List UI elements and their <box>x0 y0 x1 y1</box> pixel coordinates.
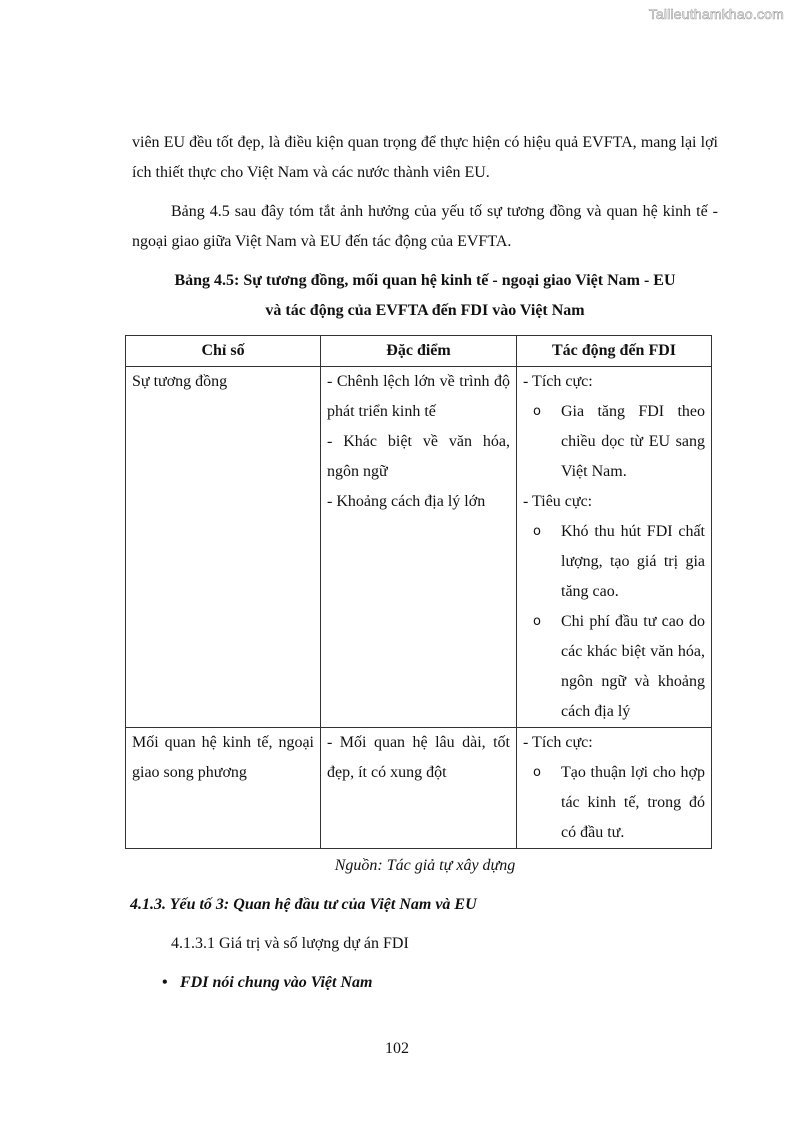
header-features: Đặc điểm <box>321 336 517 367</box>
table-caption <box>132 266 718 326</box>
impact-item <box>523 758 705 848</box>
impact-item <box>523 397 705 487</box>
table-row <box>126 367 712 728</box>
comparison-table <box>125 335 712 849</box>
header-indicator: Chỉ số <box>126 336 321 367</box>
feature-item: - Khác biệt về văn hóa, ngôn ngữ <box>327 433 510 480</box>
section-heading: 4.1.3. Yếu tố 3: Quan hệ đầu tư của Việt Nam và EU <box>130 896 477 913</box>
paragraph-table-intro: Bảng 4.5 sau đây tóm tắt ảnh hưởng của yếu tố sự tương đồng và quan hệ kinh tế - ngoại giao giữa Việt Nam và EU đến tác động của EVFTA. <box>132 203 718 250</box>
circle-bullet-icon: o <box>533 614 541 629</box>
cell-indicator: Sự tương đồng <box>126 367 321 728</box>
bullet-heading-text: FDI nói chung vào Việt Nam <box>180 974 373 991</box>
impact-item <box>523 517 705 607</box>
impact-positive-label: - Tích cực: <box>523 734 593 751</box>
table-source-note: Nguồn: Tác giả tự xây dựng <box>334 857 516 874</box>
bullet-heading <box>162 968 718 998</box>
feature-item: - Mối quan hệ lâu dài, tốt đẹp, ít có xung đột <box>327 734 510 781</box>
page-number: 102 <box>385 1040 409 1057</box>
impact-item-text: Gia tăng FDI theo chiều dọc từ EU sang Việt Nam. <box>561 403 705 480</box>
subsection-heading: 4.1.3.1 Giá trị và số lượng dự án FDI <box>171 935 409 952</box>
feature-item: - Khoảng cách địa lý lớn <box>327 493 486 510</box>
cell-features <box>321 728 517 849</box>
paragraph-continuation: viên EU đều tốt đẹp, là điều kiện quan trọng để thực hiện có hiệu quả EVFTA, mang lại lợi ích thiết thực cho Việt Nam và các nước thành viên EU. <box>132 134 718 181</box>
table-caption-line-2: và tác động của EVFTA đến FDI vào Việt Nam <box>265 302 585 319</box>
cell-fdi-impact <box>517 367 712 728</box>
table-header-row <box>126 336 712 367</box>
cell-features <box>321 367 517 728</box>
cell-fdi-impact <box>517 728 712 849</box>
circle-bullet-icon: o <box>533 765 541 780</box>
watermark-text: Tailieuthamkhao.com <box>648 6 784 22</box>
cell-indicator: Mối quan hệ kinh tế, ngoại giao song phương <box>126 728 321 849</box>
impact-negative-label: - Tiêu cực: <box>523 493 593 510</box>
impact-item-text: Tạo thuận lợi cho hợp tác kinh tế, trong đó có đầu tư. <box>561 764 705 841</box>
circle-bullet-icon: o <box>533 404 541 419</box>
feature-item: - Chênh lệch lớn về trình độ phát triển kinh tế <box>327 373 510 420</box>
impact-item-text: Chi phí đầu tư cao do các khác biệt văn hóa, ngôn ngữ và khoảng cách địa lý <box>561 613 705 720</box>
header-fdi-impact: Tác động đến FDI <box>517 336 712 367</box>
table-caption-line-1: Bảng 4.5: Sự tương đồng, mối quan hệ kinh tế - ngoại giao Việt Nam - EU <box>174 272 676 289</box>
table-row <box>126 728 712 849</box>
bullet-dot-icon: • <box>162 974 168 991</box>
impact-item-text: Khó thu hút FDI chất lượng, tạo giá trị gia tăng cao. <box>561 523 705 600</box>
impact-positive-label: - Tích cực: <box>523 373 593 390</box>
circle-bullet-icon: o <box>533 524 541 539</box>
impact-item <box>523 607 705 727</box>
document-body <box>132 128 718 998</box>
